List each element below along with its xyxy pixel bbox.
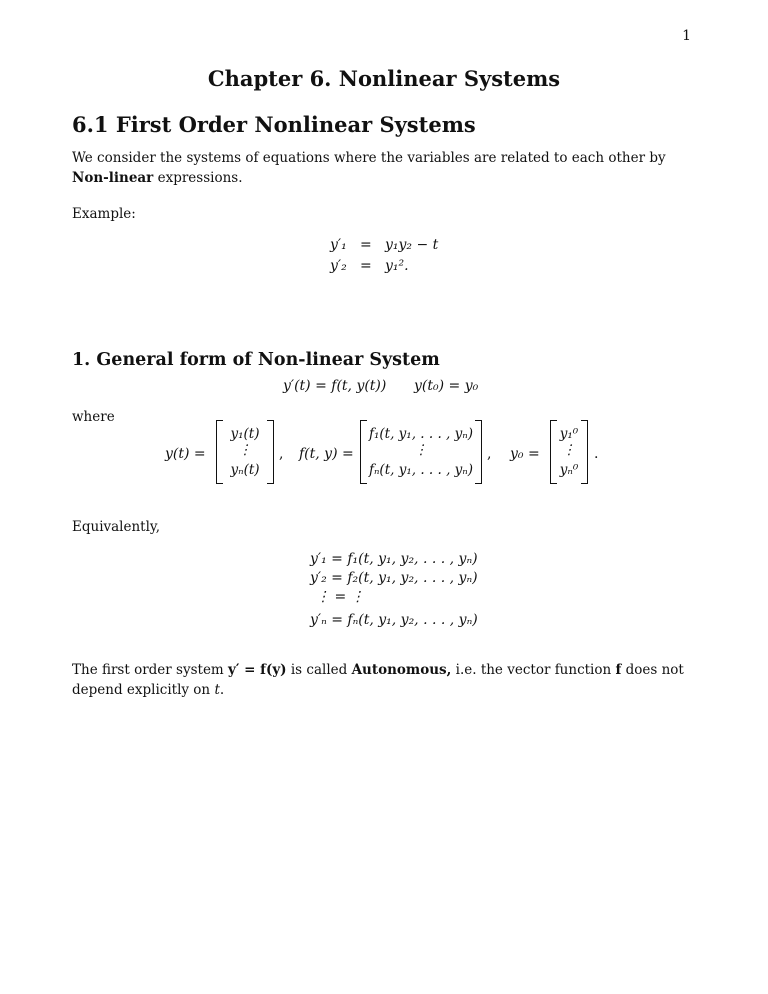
intro-text: We consider the systems of equations where the variables are related to each other by (72, 150, 666, 166)
chapter-title: Chapter 6. Nonlinear Systems (207, 66, 561, 91)
y-vector (216, 420, 274, 484)
y-vector-entry-3: yₙ(t) (230, 462, 260, 478)
example-eq-2-lhs: y′₂ (330, 258, 347, 274)
system-eq-2: y′₂ = f₂(t, y₁, y₂, . . . , yₙ) (310, 570, 478, 586)
example-eq-2-rhs: y₁². (385, 258, 409, 274)
autonomous-text-4: does not depend explicitly on (72, 662, 684, 698)
comma-2: , (487, 446, 492, 462)
general-eq-right: y(t₀) = y₀ (414, 378, 479, 394)
example-eq-1-rel: = (360, 237, 372, 253)
example-eq-2-rel: = (360, 258, 372, 274)
intro-bold: Non-linear (72, 170, 154, 186)
autonomous-bold: Autonomous, (351, 662, 452, 678)
f-vector-entry-2: ⋮ (414, 442, 428, 458)
intro-paragraph (72, 148, 696, 188)
system-eq-3: ⋮ = ⋮ (316, 589, 365, 605)
system-eq-1: y′₁ = f₁(t, y₁, y₂, . . . , yₙ) (310, 551, 478, 567)
period: . (594, 446, 599, 462)
system-eq-4: y′ₙ = fₙ(t, y₁, y₂, . . . , yₙ) (310, 612, 478, 628)
autonomous-fvar: f (615, 662, 622, 678)
equivalently-label: Equivalently, (72, 519, 161, 535)
f-vector (360, 420, 482, 484)
f-vector-entry-3: fₙ(t, y₁, . . . , yₙ) (368, 462, 474, 478)
autonomous-text-5: . (219, 682, 225, 698)
comma-1: , (279, 446, 284, 462)
autonomous-paragraph (72, 660, 696, 700)
y-def-lhs: y(t) = (165, 446, 206, 462)
example-label: Example: (72, 206, 136, 222)
f-def-lhs: f(t, y) = (299, 446, 354, 462)
example-eq-1-lhs: y′₁ (330, 237, 347, 253)
where-label: where (72, 409, 115, 425)
f-vector-entry-1: f₁(t, y₁, . . . , yₙ) (369, 426, 473, 442)
example-eq-1 (330, 237, 347, 253)
y0-vector (550, 420, 588, 484)
y0-vector-entry-3: yₙ⁰ (559, 462, 579, 478)
intro-text-end: expressions. (153, 170, 243, 186)
y-vector-entry-1: y₁(t) (230, 426, 260, 442)
autonomous-eq: y′ = f(y) (228, 662, 287, 678)
autonomous-text-1: The first order system (72, 662, 229, 678)
autonomous-text-2: is called (286, 662, 352, 678)
section-title: 6.1 First Order Nonlinear Systems (72, 112, 476, 137)
example-eq-1-rhs: y₁y₂ − t (385, 237, 439, 253)
y-vector-entry-2: ⋮ (238, 442, 252, 458)
general-eq-left: y′(t) = f(t, y(t)) (283, 378, 387, 394)
autonomous-text-3: i.e. the vector function (451, 662, 616, 678)
y0-def-lhs: y₀ = (510, 446, 540, 462)
subsection-title: 1. General form of Non-linear System (72, 350, 440, 370)
autonomous-tvar: t (214, 682, 220, 698)
page-number: 1 (682, 28, 691, 44)
y0-vector-entry-2: ⋮ (562, 442, 576, 458)
y0-vector-entry-1: y₁⁰ (559, 426, 579, 442)
